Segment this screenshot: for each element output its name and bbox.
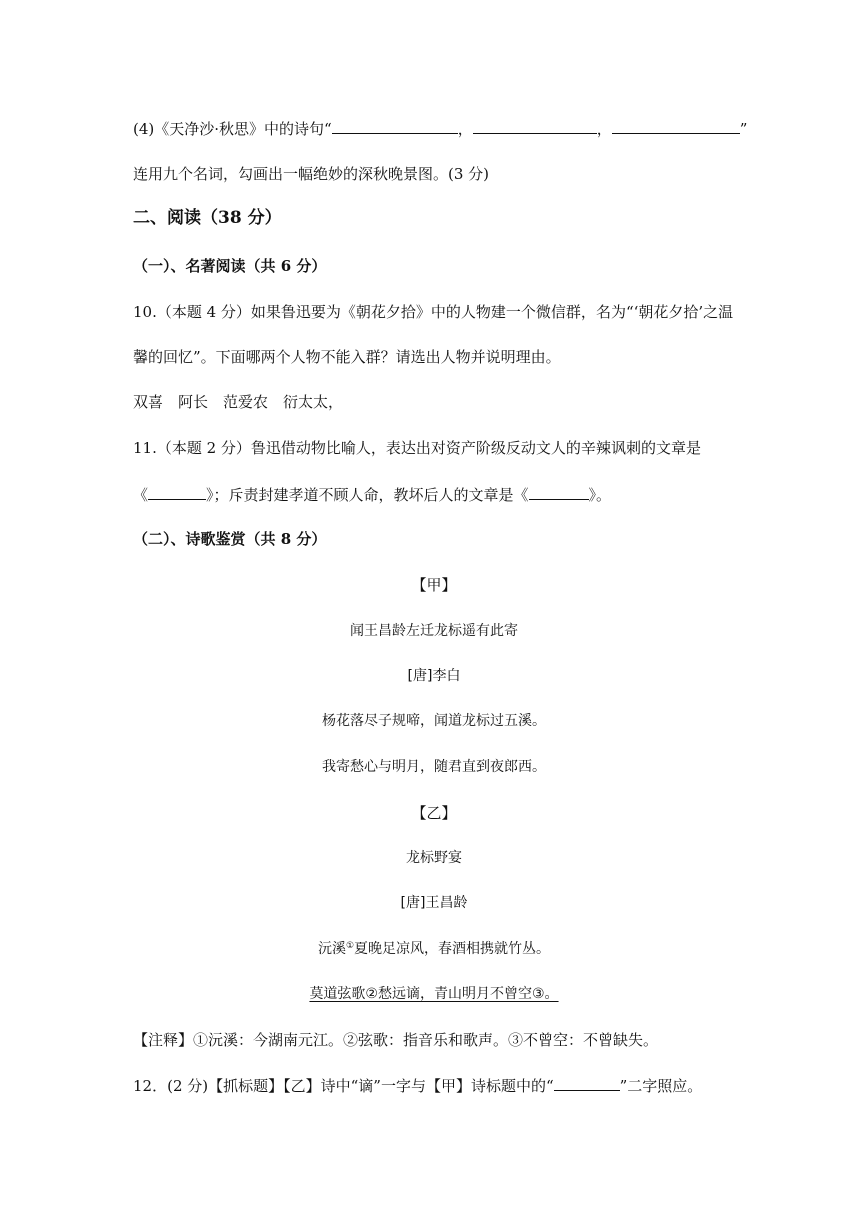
poem-a-author: [唐]李白 [407, 668, 461, 684]
q11-line2 [133, 484, 611, 505]
q9-4-prefix: (4)《天净沙·秋思》中的诗句“ [133, 120, 332, 138]
q12-text-end: ”二字照应。 [619, 1077, 703, 1095]
q10-line1: 10.（本题 4 分）如果鲁迅要为《朝花夕拾》中的人物建一个微信群，名为“‘朝花夕拾’之温 [133, 303, 734, 321]
poem-b-line1 [0, 939, 868, 959]
separator: ， [596, 120, 612, 138]
poem-b-author: [唐]王昌龄 [400, 895, 468, 911]
answer-blank-q12[interactable] [554, 1075, 620, 1091]
section-heading: 二、阅读（38 分） [133, 208, 282, 228]
part2-heading: （二）、诗歌鉴赏（共 8 分） [133, 530, 327, 548]
q11-line1: 11.（本题 2 分）鲁迅借动物比喻人，表达出对资产阶级反动文人的辛辣讽刺的文章是 [133, 439, 701, 457]
poem-b-line2-text: 莫道弦歌②愁远谪，青山明月不曾空③。 [309, 986, 559, 1002]
poem-b-line2 [0, 984, 868, 1004]
q10-line2: 馨的回忆”。下面哪两个人物不能入群？请选出人物并说明理由。 [133, 348, 561, 366]
poem-a-label: 【甲】 [411, 576, 457, 594]
poem-a-line1: 杨花落尽子规啼，闻道龙标过五溪。 [322, 713, 546, 729]
poem-a-line2: 我寄愁心与明月，随君直到夜郎西。 [322, 759, 546, 775]
separator: ， [457, 120, 473, 138]
answer-blank-2[interactable] [473, 118, 597, 134]
answer-blank-1[interactable] [332, 118, 458, 134]
book-title-close: 》。 [588, 486, 612, 504]
part1-heading: （一）、名著阅读（共 6 分） [133, 257, 327, 275]
answer-blank-3[interactable] [612, 118, 740, 134]
q12-text-start: 12．(2 分)【抓标题】【乙】诗中“谪”一字与【甲】诗标题中的“ [133, 1077, 554, 1095]
q9-4-line2: 连用九个名词，勾画出一幅绝妙的深秋晚景图。(3 分) [133, 165, 490, 183]
answer-blank-q11-1[interactable] [148, 484, 206, 500]
book-title-open: 《 [133, 486, 149, 504]
closing-quote: ” [739, 120, 748, 138]
q9-4-line1 [133, 118, 747, 139]
poem-a-title: 闻王昌龄左迁龙标遥有此寄 [350, 623, 518, 639]
q11-middle-text: 》；斥责封建孝道不顾人命，教坏后人的文章是《 [206, 486, 529, 504]
q12-line [133, 1075, 702, 1096]
footnote-marker: ① [345, 941, 355, 951]
answer-blank-q11-2[interactable] [529, 484, 589, 500]
poem-b-line1-rest: 夏晚足凉风，春酒相携就竹丛。 [354, 941, 551, 957]
poem-b-title: 龙标野宴 [406, 850, 462, 866]
poem-b-line1-start: 沅溪 [317, 941, 346, 957]
q10-options: 双喜 阿长 范爱农 衍太太， [133, 393, 344, 411]
annotations: 【注释】①沅溪：今湖南元江。②弦歌：指音乐和歌声。③不曾空：不曾缺失。 [133, 1031, 659, 1049]
poem-b-label: 【乙】 [411, 804, 457, 822]
